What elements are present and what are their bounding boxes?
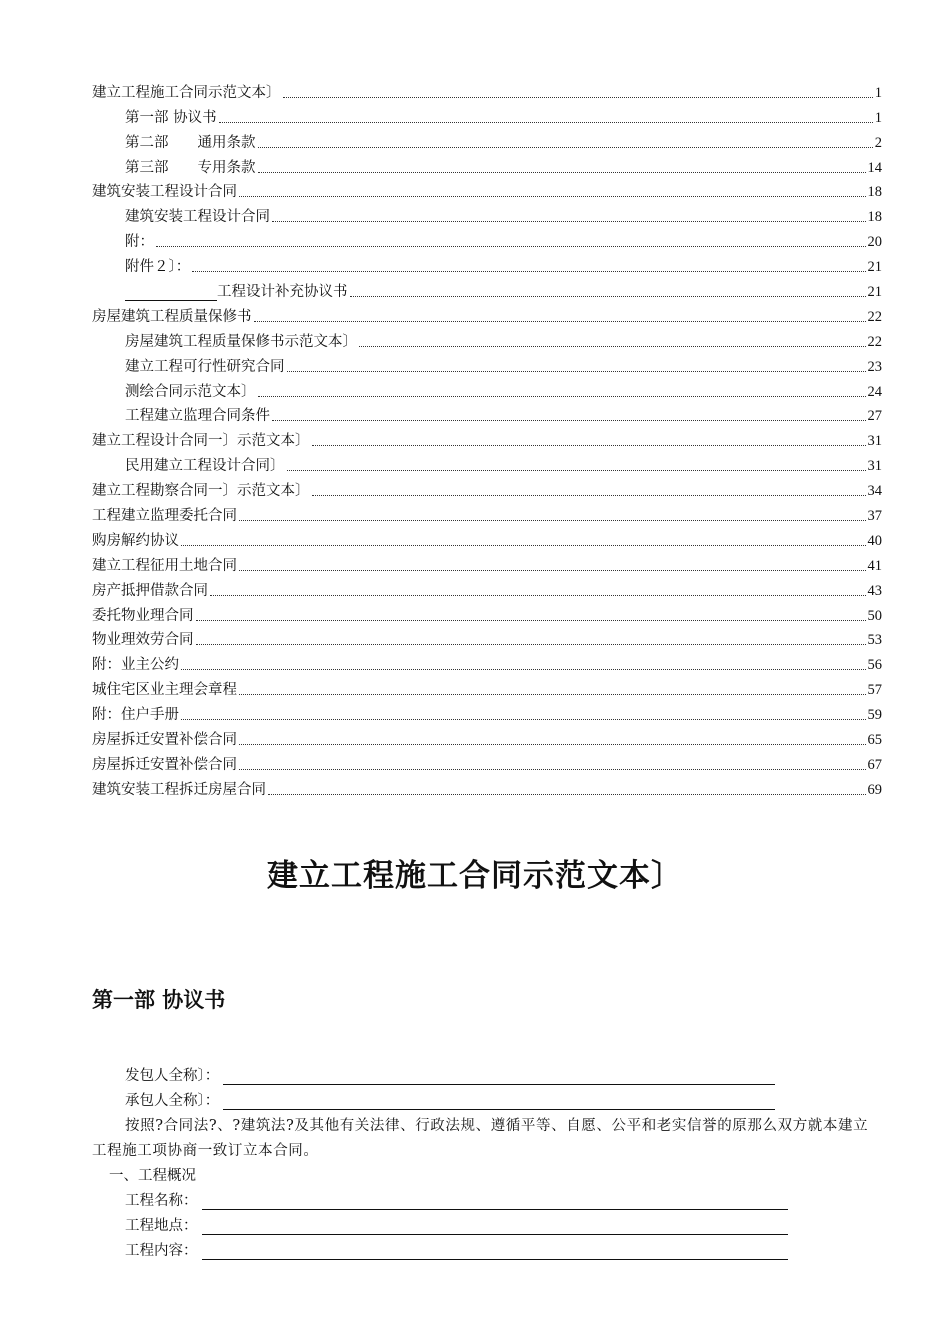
- toc-entry[interactable]: [92, 251, 882, 276]
- toc-dot-leader: [181, 669, 866, 670]
- toc-dot-leader: [156, 246, 866, 247]
- toc-dot-leader: [287, 470, 866, 471]
- toc-entry-title: 房屋建筑工程质量保修书: [92, 308, 252, 325]
- toc-entry-title: 房屋建筑工程质量保修书示范文本〕: [125, 333, 357, 350]
- toc-entry-title: 民用建立工程设计合同〕: [125, 458, 285, 475]
- project-location-line: [92, 1214, 882, 1239]
- project-location-label: 工程地点：: [125, 1218, 198, 1234]
- toc-entry[interactable]: [92, 276, 882, 301]
- toc-entry[interactable]: [92, 77, 882, 102]
- toc-dot-leader: [196, 620, 866, 621]
- contractor-blank: [223, 1093, 775, 1110]
- toc-entry[interactable]: [92, 525, 882, 550]
- toc-page-number: 24: [867, 383, 882, 400]
- toc-dot-leader: [181, 545, 866, 546]
- toc-page-number: 37: [867, 508, 882, 525]
- toc-page-number: 22: [867, 333, 882, 350]
- toc-entry[interactable]: [92, 177, 882, 202]
- toc-entry-title: 建立工程设计合同一〕示范文本〕: [92, 433, 310, 450]
- toc-entry-title: 建筑安装工程拆迁房屋合同: [92, 781, 266, 798]
- toc-entry-title: 购房解约协议: [92, 532, 179, 549]
- toc-entry-title: 建立工程征用土地合同: [92, 557, 237, 574]
- toc-entry[interactable]: [92, 425, 882, 450]
- toc-dot-leader: [258, 172, 866, 173]
- toc-page-number: 1: [874, 84, 882, 101]
- toc-entry[interactable]: [92, 500, 882, 525]
- employer-blank: [223, 1068, 775, 1085]
- toc-entry[interactable]: [92, 401, 882, 426]
- toc-entry[interactable]: [92, 674, 882, 699]
- toc-entry-title: 委托物业理合同: [92, 607, 194, 624]
- toc-page-number: 59: [867, 707, 882, 724]
- toc-page-number: 2: [874, 134, 882, 151]
- toc-page-number: 56: [867, 657, 882, 674]
- toc-page-number: 40: [867, 532, 882, 549]
- toc-dot-leader: [192, 271, 865, 272]
- toc-page-number: 43: [867, 582, 882, 599]
- toc-dot-leader: [239, 570, 866, 571]
- toc-dot-leader: [350, 296, 866, 297]
- toc-entry-title: 附：业主公约: [92, 657, 179, 674]
- contractor-line: [92, 1089, 882, 1114]
- toc-entry-title: 建立工程可行性研究合同: [125, 358, 285, 375]
- toc-page-number: 50: [867, 607, 882, 624]
- project-name-label: 工程名称：: [125, 1193, 198, 1209]
- toc-entry[interactable]: [92, 475, 882, 500]
- toc-dot-leader: [312, 445, 866, 446]
- toc-entry[interactable]: [92, 201, 882, 226]
- table-of-contents: [92, 77, 882, 799]
- toc-entry-title: 工程建立监理委托合同: [92, 508, 237, 525]
- main-title: 建立工程施工合同示范文本〕: [267, 858, 683, 894]
- toc-dot-leader: [210, 595, 866, 596]
- toc-page-number: 1: [874, 109, 882, 126]
- toc-entry-title: 第一部 协议书: [125, 109, 217, 126]
- toc-entry[interactable]: [92, 600, 882, 625]
- toc-entry[interactable]: [92, 326, 882, 351]
- toc-page-number: 21: [867, 259, 882, 276]
- toc-page-number: 53: [867, 632, 882, 649]
- toc-page-number: 20: [867, 234, 882, 251]
- toc-entry-title: 工程建立监理合同条件: [125, 408, 270, 425]
- toc-dot-leader: [258, 147, 873, 148]
- toc-dot-leader: [287, 371, 866, 372]
- toc-dot-leader: [181, 719, 866, 720]
- toc-page-number: 41: [867, 557, 882, 574]
- toc-entry[interactable]: [92, 450, 882, 475]
- toc-dot-leader: [272, 221, 866, 222]
- toc-entry-title: 第二部 通用条款: [125, 134, 256, 151]
- toc-blank-underline: [125, 286, 217, 301]
- toc-dot-leader: [239, 520, 866, 521]
- toc-entry-title: 物业理效劳合同: [92, 632, 194, 649]
- toc-page-number: 57: [867, 682, 882, 699]
- toc-dot-leader: [254, 321, 866, 322]
- toc-entry-title: 建立工程勘察合同一〕示范文本〕: [92, 483, 310, 500]
- section-title: 第一部 协议书: [92, 988, 226, 1012]
- project-content-line: [92, 1239, 882, 1264]
- toc-entry[interactable]: [92, 152, 882, 177]
- toc-dot-leader: [283, 97, 873, 98]
- toc-entry[interactable]: [92, 749, 882, 774]
- toc-entry-title: 城住宅区业主理会章程: [92, 682, 237, 699]
- heading-project-overview: 一、工程概况: [109, 1168, 196, 1184]
- project-content-blank: [202, 1243, 788, 1260]
- toc-entry[interactable]: [92, 301, 882, 326]
- project-name-line: [92, 1189, 882, 1214]
- toc-entry-title: 工程设计补充协议书: [217, 284, 348, 301]
- toc-page-number: 31: [867, 458, 882, 475]
- toc-page-number: 69: [867, 781, 882, 798]
- toc-dot-leader: [239, 694, 866, 695]
- toc-entry[interactable]: [92, 625, 882, 650]
- toc-entry[interactable]: [92, 376, 882, 401]
- toc-page-number: 18: [867, 209, 882, 226]
- toc-dot-leader: [196, 644, 866, 645]
- toc-entry-title: 附件２〕：: [125, 259, 191, 276]
- employer-line: [92, 1064, 882, 1089]
- toc-page-number: 14: [867, 159, 882, 176]
- agreement-body: [92, 1064, 882, 1264]
- toc-page-number: 31: [867, 433, 882, 450]
- toc-dot-leader: [239, 769, 866, 770]
- toc-entry-title: 房屋拆迁安置补偿合同: [92, 732, 237, 749]
- toc-entry[interactable]: [92, 699, 882, 724]
- toc-page-number: 65: [867, 732, 882, 749]
- project-location-blank: [202, 1218, 788, 1235]
- toc-entry[interactable]: [92, 351, 882, 376]
- toc-dot-leader: [258, 396, 866, 397]
- toc-page-number: 67: [867, 756, 882, 773]
- toc-dot-leader: [272, 420, 866, 421]
- toc-entry[interactable]: [92, 127, 882, 152]
- employer-label: 发包人全称〕：: [125, 1068, 220, 1084]
- project-name-blank: [202, 1193, 788, 1210]
- toc-entry[interactable]: [92, 649, 882, 674]
- toc-entry-title: 房产抵押借款合同: [92, 582, 208, 599]
- toc-entry-title: 第三部 专用条款: [125, 159, 256, 176]
- contractor-label: 承包人全称〕：: [125, 1093, 220, 1109]
- toc-entry-title: 建筑安装工程设计合同: [92, 184, 237, 201]
- toc-entry-title: 附：: [125, 234, 154, 251]
- toc-dot-leader: [239, 196, 866, 197]
- toc-entry[interactable]: [92, 102, 882, 127]
- toc-entry-title: 建立工程施工合同示范文本〕: [92, 84, 281, 101]
- toc-dot-leader: [268, 794, 866, 795]
- toc-entry[interactable]: [92, 774, 882, 799]
- toc-entry-title: 房屋拆迁安置补偿合同: [92, 756, 237, 773]
- toc-page-number: 27: [867, 408, 882, 425]
- toc-entry[interactable]: [92, 226, 882, 251]
- toc-entry-title: 测绘合同示范文本〕: [125, 383, 256, 400]
- intro-paragraph: 按照?合同法?、?建筑法?及其他有关法律、行政法规、遵循平等、自愿、公平和老实信誉的原那么双方就本建立工程施工项协商一致订立本合同。: [92, 1118, 869, 1159]
- toc-page-number: 18: [867, 184, 882, 201]
- toc-entry-title: 建筑安装工程设计合同: [125, 209, 270, 226]
- toc-entry[interactable]: [92, 724, 882, 749]
- toc-dot-leader: [359, 346, 866, 347]
- toc-dot-leader: [239, 744, 866, 745]
- toc-dot-leader: [219, 122, 873, 123]
- toc-entry[interactable]: [92, 550, 882, 575]
- toc-entry-title: 附：住户手册: [92, 707, 179, 724]
- toc-page-number: 21: [867, 284, 882, 301]
- toc-page-number: 22: [867, 308, 882, 325]
- toc-dot-leader: [312, 495, 866, 496]
- toc-page-number: 34: [867, 483, 882, 500]
- project-content-label: 工程内容：: [125, 1243, 198, 1259]
- toc-entry[interactable]: [92, 575, 882, 600]
- toc-page-number: 23: [867, 358, 882, 375]
